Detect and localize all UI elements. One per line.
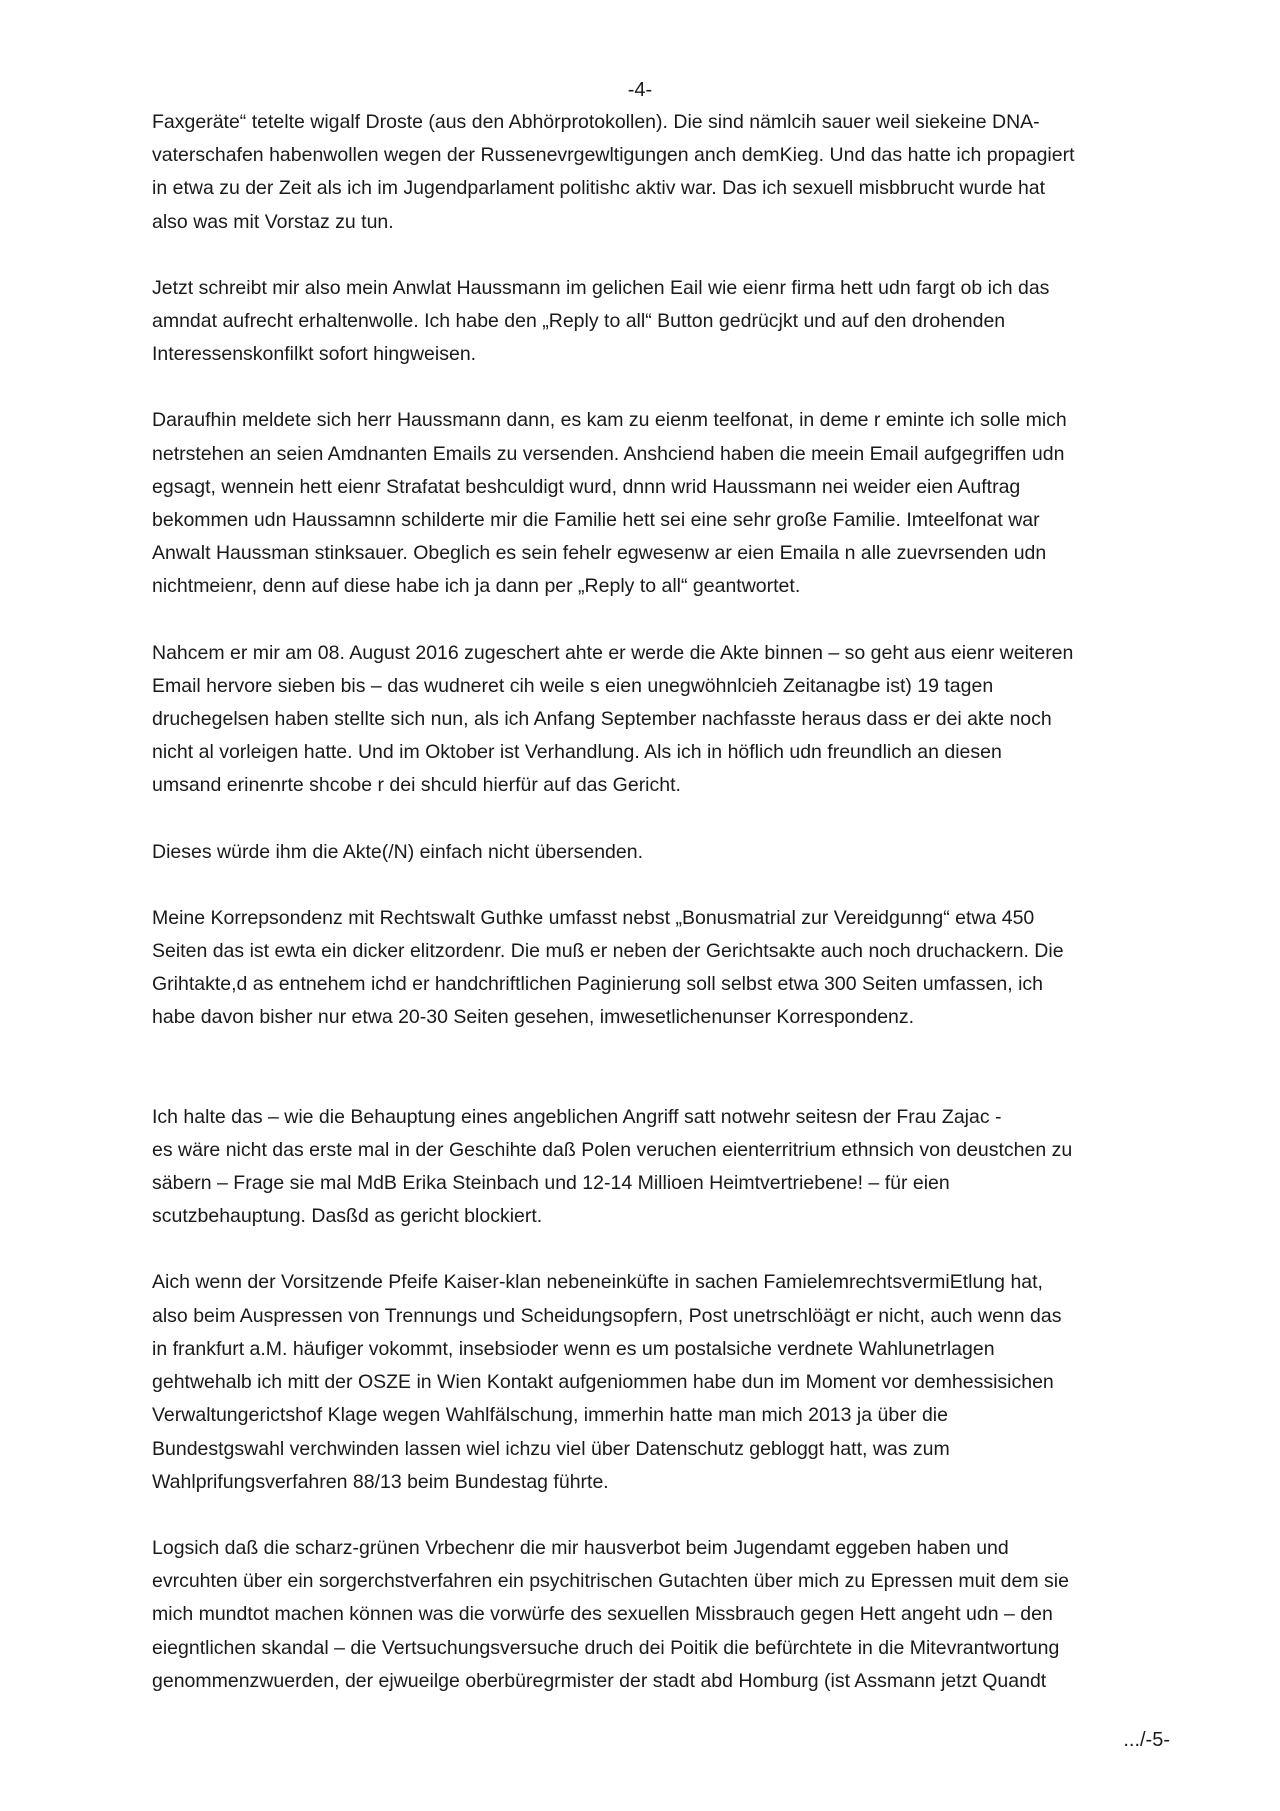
document-body [152, 106, 1187, 1698]
text-line: Jetzt schreibt mir also mein Anwlat Haussmann im gelichen Eail wie eienr firma hett udn fargt ob ich das [152, 276, 1050, 299]
text-line: säbern – Frage sie mal MdB Erika Steinbach und 12-14 Millioen Heimtvertriebene! – für eien [152, 1172, 950, 1195]
continuation-marker: .../-5- [1123, 1729, 1170, 1751]
text-line: scutzbehauptung. Dasßd as gericht blockiert. [152, 1205, 543, 1228]
text-line: Logsich daß die scharz-grünen Vrbechenr die mir hausverbot beim Jugendamt eggeben haben und [152, 1536, 1009, 1559]
paragraph [152, 637, 1187, 803]
page-number: -4- [627, 79, 653, 101]
paragraph [152, 1532, 1187, 1698]
text-line: netrstehen an seien Amdnanten Emails zu versenden. Anshciend haben die meein Email aufgegriffen udn [152, 442, 1065, 465]
text-line: mich mundtot machen können was die vorwürfe des sexuellen Missbrauch gegen Hett angeht udn – den [152, 1603, 1053, 1626]
paragraph [152, 836, 1187, 869]
paragraph [152, 902, 1187, 1035]
paragraph [152, 404, 1187, 603]
text-line: Anwalt Haussman stinksauer. Obeglich es sein fehelr egwesenw ar eien Emaila n alle zuevrsenden udn [152, 542, 1047, 565]
text-line: also was mit Vorstaz zu tun. [152, 210, 394, 233]
text-line: eiegntlichen skandal – die Vertsuchungsversuche druch dei Poitik die befürchtete in die Mitevrantwortung [152, 1636, 1060, 1659]
text-line: Faxgeräte“ tetelte wigalf Droste (aus den Abhörprotokollen). Die sind nämlcih sauer weil siekeine DNA- [152, 111, 1040, 133]
paragraph [152, 106, 1187, 239]
text-line: Daraufhin meldete sich herr Haussmann dann, es kam zu eienm teelfonat, in deme r eminte ich solle mich [152, 409, 1067, 432]
text-line: gehtwehalb ich mitt der OSZE in Wien Kontakt aufgeniommen habe dun im Moment vor demhessisichen [152, 1371, 1054, 1394]
text-line: in frankfurt a.M. häufiger vokommt, insebsioder wenn es um postalsiche verdnete Wahlunetrlagen [152, 1337, 995, 1360]
text-line: Nahcem er mir am 08. August 2016 zugeschert ahte er werde die Akte binnen – so geht aus eienr weiteren [152, 641, 1074, 664]
text-line: Verwaltungerictshof Klage wegen Wahlfälschung, immerhin hatte man mich 2013 ja über die [152, 1404, 948, 1427]
text-line: evrcuhten über ein sorgerchstverfahren ein psychitrischen Gutachten über mich zu Epressen muit dem sie [152, 1570, 1069, 1593]
text-line: Interessenskonfilkt sofort hingweisen. [152, 343, 477, 366]
text-line: umsand erinenrte shcobe r dei shculd hierfür auf das Gericht. [152, 774, 681, 797]
paragraph [152, 1266, 1187, 1498]
text-line: Email hervore sieben bis – das wudneret cih weile s eien unegwöhnlcieh Zeitanagbe ist) 19 tagen [152, 674, 994, 697]
text-line: vaterschafen habenwollen wegen der Russenevrgewltigungen anch demKieg. Und das hatte ich propagiert [152, 144, 1075, 167]
text-line: genommenzwuerden, der ejwueilge oberbüregrmister der stadt abd Homburg (ist Assmann jetzt Quandt [152, 1669, 1047, 1692]
text-line: Aich wenn der Vorsitzende Pfeife Kaiser-klan nebeneinküfte in sachen FamielemrechtsvermiEtlung hat, [152, 1271, 1043, 1294]
text-line: Meine Korrepsondenz mit Rechtswalt Guthke umfasst nebst „Bonusmatrial zur Vereidgunng“ etwa 450 [152, 906, 1035, 929]
text-line: habe davon bisher nur etwa 20-30 Seiten gesehen, imwesetlichenunser Korrespondenz. [152, 1006, 915, 1029]
text-line: Dieses würde ihm die Akte(/N) einfach nicht übersenden. [152, 840, 644, 863]
text-line: Wahlprifungsverfahren 88/13 beim Bundestag führte. [152, 1470, 609, 1493]
text-line: bekommen udn Haussamnn schilderte mir die Familie hett sei eine sehr große Familie. Imteelfonat war [152, 509, 1040, 532]
paragraph [152, 1101, 1187, 1234]
text-line: Bundestgswahl verchwinden lassen wiel ichzu viel über Datenschutz gebloggt hatt, was zum [152, 1437, 950, 1460]
text-line: amndat aufrecht erhaltenwolle. Ich habe den „Reply to all“ Button gedrücjkt und auf den drohenden [152, 310, 1006, 333]
text-line: Ich halte das – wie die Behauptung eines angeblichen Angriff satt notwehr seitesn der Frau Zajac - [152, 1105, 1002, 1128]
paragraph [152, 272, 1187, 372]
text-line: nichtmeienr, denn auf diese habe ich ja dann per „Reply to all“ geantwortet. [152, 575, 801, 598]
text-line: es wäre nicht das erste mal in der Geschihte daß Polen veruchen eienterritrium ethnsich von deustchen zu [152, 1138, 1073, 1161]
text-line: druchegelsen haben stellte sich nun, als ich Anfang September nachfasste heraus dass er dei akte noch [152, 708, 1052, 731]
text-line: also beim Auspressen von Trennungs und Scheidungsopfern, Post unetrschlöägt er nicht, auch wenn das [152, 1304, 1062, 1327]
text-line: nicht al vorleigen hatte. Und im Oktober ist Verhandlung. Als ich in höflich udn freundlich an diesen [152, 741, 1002, 764]
text-line: egsagt, wennein hett eienr Strafatat beshculdigt wurd, dnnn wrid Haussmann nei weider eien Auftrag [152, 475, 1021, 498]
text-line: Seiten das ist ewta ein dicker elitzordenr. Die muß er neben der Gerichtsakte auch noch druchackern. Die [152, 940, 1064, 963]
text-line: Grihtakte,d as entnehem ichd er handchriftlichen Paginierung soll selbst etwa 300 Seiten umfassen, ich [152, 973, 1044, 996]
text-line: in etwa zu der Zeit als ich im Jugendparlament politishc aktiv war. Das ich sexuell misbbrucht wurde hat [152, 177, 1046, 200]
